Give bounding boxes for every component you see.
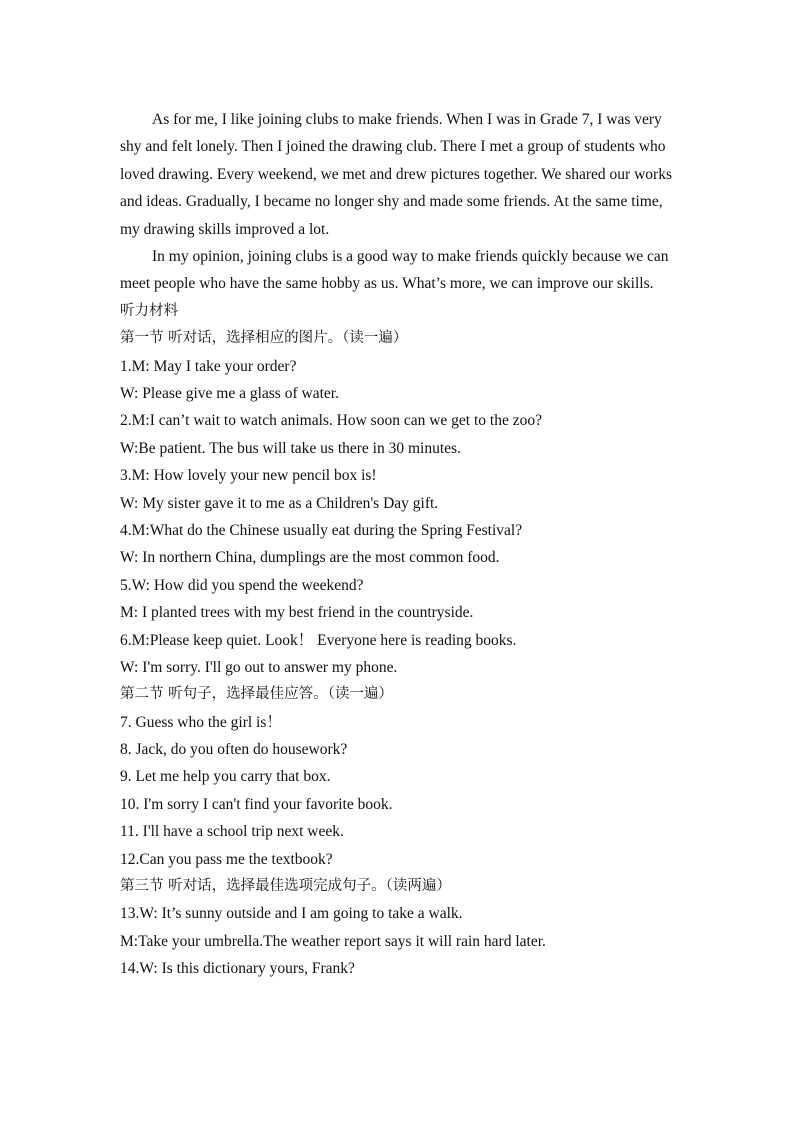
section-title: 第二节 听句子，选择最佳应答。（读一遍） xyxy=(120,686,393,703)
dialogue-line: M: I planted trees with my best friend in the countryside. xyxy=(120,604,474,622)
sentence-line: 8. Jack, do you often do housework? xyxy=(120,741,348,759)
sentence-line: 10. I'm sorry I can't find your favorite book. xyxy=(120,795,393,813)
sentence-line: 7. Guess who the girl is！ xyxy=(120,713,282,731)
dialogue-line: W: I'm sorry. I'll go out to answer my phone. xyxy=(120,658,398,676)
essay-paragraph: As for me, I like joining clubs to make friends. When I was in Grade 7, I was very shy and felt lonely. Then I joined the drawing club. There I met a group of students who loved drawing. Every weekend, we met and drew pictures together. We shared our works and ideas. Gradually, I became no longer shy and made some friends. At the same time, my drawing skills improved a lot. xyxy=(120,111,672,238)
dialogue-line: 1.M: May I take your order? xyxy=(120,357,297,375)
dialogue-line: 6.M:Please keep quiet. Look！ Everyone here is reading books. xyxy=(120,631,517,649)
dialogue-line: W: Please give me a glass of water. xyxy=(120,385,339,403)
dialogue-line: 4.M:What do the Chinese usually eat during the Spring Festival? xyxy=(120,521,523,539)
dialogue-line: W: In northern China, dumplings are the most common food. xyxy=(120,549,500,567)
dialogue-line: 2.M:I can’t wait to watch animals. How soon can we get to the zoo? xyxy=(120,412,542,430)
dialogue-line: W:Be patient. The bus will take us there in 30 minutes. xyxy=(120,439,461,457)
dialogue-line: 14.W: Is this dictionary yours, Frank? xyxy=(120,960,355,978)
dialogue-line: M:Take your umbrella.The weather report says it will rain hard later. xyxy=(120,932,546,950)
dialogue-line: 3.M: How lovely your new pencil box is! xyxy=(120,467,377,485)
dialogue-line: W: My sister gave it to me as a Children's Day gift. xyxy=(120,494,439,512)
essay-paragraph: In my opinion, joining clubs is a good way to make friends quickly because we can meet people who have the same hobby as us. What’s more, we can improve our skills. xyxy=(120,248,669,293)
sentence-line: 9. Let me help you carry that box. xyxy=(120,768,331,786)
sentence-line: 11. I'll have a school trip next week. xyxy=(120,823,344,841)
section-title: 第一节 听对话，选择相应的图片。（读一遍） xyxy=(120,330,408,347)
sentence-line: 12.Can you pass me the textbook? xyxy=(120,850,333,868)
dialogue-line: 5.W: How did you spend the weekend? xyxy=(120,576,364,594)
listening-heading: 听力材料 xyxy=(120,302,178,319)
section-title: 第三节 听对话，选择最佳选项完成句子。（读两遍） xyxy=(120,878,451,895)
document-page xyxy=(120,106,680,983)
dialogue-line: 13.W: It’s sunny outside and I am going to take a walk. xyxy=(120,905,463,923)
